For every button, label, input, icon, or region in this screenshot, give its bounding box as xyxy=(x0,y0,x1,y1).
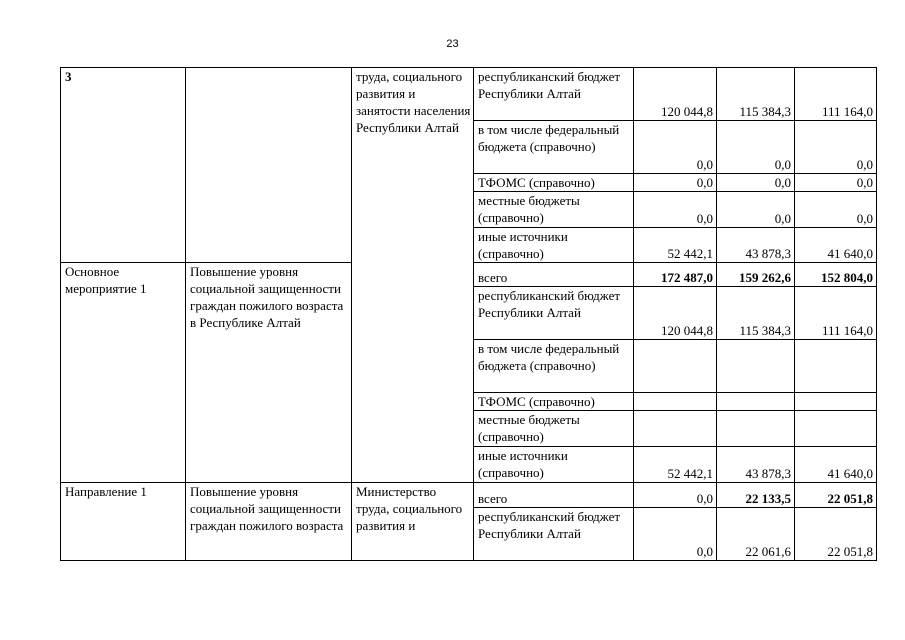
cell-source: в том числе федеральный бюджета (справочно) xyxy=(474,121,634,174)
cell-value: 22 133,5 xyxy=(717,483,795,508)
cell-value: 0,0 xyxy=(634,483,717,508)
budget-table xyxy=(60,67,877,561)
cell-measure-name: Основное мероприятие 1 xyxy=(61,263,186,483)
cell-value: 120 044,8 xyxy=(634,287,717,340)
cell-value: 115 384,3 xyxy=(717,68,795,121)
cell-number: 3 xyxy=(61,68,186,263)
table-row xyxy=(61,483,877,508)
cell-executor: труда, социального развития и занятости населения Республики Алтай xyxy=(352,68,474,483)
cell-value: 152 804,0 xyxy=(795,263,877,287)
cell-value: 120 044,8 xyxy=(634,68,717,121)
cell-source: местные бюджеты (справочно) xyxy=(474,192,634,228)
cell-value: 0,0 xyxy=(717,121,795,174)
cell-value xyxy=(717,411,795,447)
cell-value: 41 640,0 xyxy=(795,228,877,263)
cell-value: 52 442,1 xyxy=(634,228,717,263)
cell-value: 0,0 xyxy=(634,121,717,174)
cell-value: 22 061,6 xyxy=(717,508,795,561)
cell-value xyxy=(795,411,877,447)
cell-value: 0,0 xyxy=(717,174,795,192)
cell-value xyxy=(634,411,717,447)
cell-value: 0,0 xyxy=(795,174,877,192)
page-number: 23 xyxy=(446,38,459,50)
cell-direction-goal: Повышение уровня социальной защищенности граждан пожилого возраста xyxy=(186,483,352,561)
cell-value xyxy=(634,340,717,393)
cell-direction-name: Направление 1 xyxy=(61,483,186,561)
cell-value: 22 051,8 xyxy=(795,508,877,561)
table-row xyxy=(61,68,877,121)
cell-value: 115 384,3 xyxy=(717,287,795,340)
cell-source: ТФОМС (справочно) xyxy=(474,393,634,411)
cell-value: 43 878,3 xyxy=(717,228,795,263)
cell-value: 41 640,0 xyxy=(795,447,877,483)
cell-source: иные источники (справочно) xyxy=(474,228,634,263)
cell-value xyxy=(634,393,717,411)
cell-source: иные источники (справочно) xyxy=(474,447,634,483)
cell-value: 52 442,1 xyxy=(634,447,717,483)
cell-goal-empty xyxy=(186,68,352,263)
cell-value xyxy=(795,340,877,393)
cell-value xyxy=(717,340,795,393)
cell-value: 0,0 xyxy=(795,192,877,228)
cell-value: 172 487,0 xyxy=(634,263,717,287)
cell-source: всего xyxy=(474,263,634,287)
cell-source: всего xyxy=(474,483,634,508)
cell-direction-executor: Министерство труда, социального развития и xyxy=(352,483,474,561)
cell-value: 159 262,6 xyxy=(717,263,795,287)
cell-value: 111 164,0 xyxy=(795,287,877,340)
cell-source: республиканский бюджет Республики Алтай xyxy=(474,508,634,561)
cell-value: 43 878,3 xyxy=(717,447,795,483)
cell-value: 111 164,0 xyxy=(795,68,877,121)
cell-source: республиканский бюджет Республики Алтай xyxy=(474,68,634,121)
cell-source: республиканский бюджет Республики Алтай xyxy=(474,287,634,340)
cell-measure-goal: Повышение уровня социальной защищенности граждан пожилого возраста в Республике Алтай xyxy=(186,263,352,483)
cell-value: 0,0 xyxy=(634,192,717,228)
cell-value: 0,0 xyxy=(717,192,795,228)
cell-value xyxy=(795,393,877,411)
cell-value: 0,0 xyxy=(634,508,717,561)
cell-source: в том числе федеральный бюджета (справочно) xyxy=(474,340,634,393)
cell-source: местные бюджеты (справочно) xyxy=(474,411,634,447)
cell-source: ТФОМС (справочно) xyxy=(474,174,634,192)
cell-value xyxy=(717,393,795,411)
cell-value: 0,0 xyxy=(634,174,717,192)
cell-value: 22 051,8 xyxy=(795,483,877,508)
cell-value: 0,0 xyxy=(795,121,877,174)
